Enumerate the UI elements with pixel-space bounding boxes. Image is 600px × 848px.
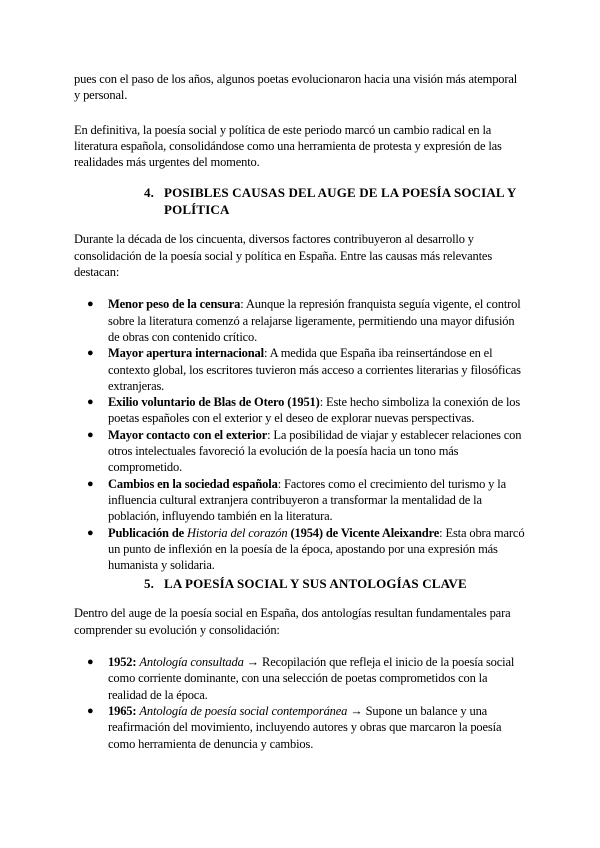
section-5-intro: Dentro del auge de la poesía social en España, dos antologías resultan fundamentales para comprender su evolución y consolidación: xyxy=(74,606,511,637)
bullet-icon: ● xyxy=(87,396,94,409)
section-4-title: POSIBLES CAUSAS DEL AUGE DE LA POESÍA SOCIAL Y POLÍTICA xyxy=(164,185,516,218)
paragraph-evolution: pues con el paso de los años, algunos poetas evolucionaron hacia una visión más atemporal y personal. xyxy=(74,72,518,103)
section-5-heading xyxy=(74,575,526,592)
causes-list xyxy=(74,296,526,573)
item-bold: Exilio voluntario de Blas de Otero (1951) xyxy=(108,395,320,410)
bullet-icon: ● xyxy=(87,428,94,441)
list-item xyxy=(74,703,526,752)
item-text: : Factores como el crecimiento del turismo y la influencia cultural extranjera contribuyeron a transformar la mentalidad de la población, influyendo también en la literatura. xyxy=(108,476,506,524)
list-item xyxy=(74,525,526,574)
section-4-number: 4. xyxy=(143,185,154,201)
section-5-number: 5. xyxy=(143,576,154,592)
item-text: → Recopilación que refleja el inicio de la poesía social como corriente dominante, con una selección de poetas comprometidos con la realidad de la época. xyxy=(108,655,515,702)
bullet-icon: ● xyxy=(87,298,94,311)
list-item xyxy=(74,476,526,525)
item-text: → Supone un balance y una reafirmación del movimiento, incluyendo autores y obras que marcaron la poesía como herramienta de denuncia y cambios. xyxy=(108,703,502,751)
item-bold: Mayor contacto con el exterior xyxy=(108,427,268,442)
item-italic-title: Antología de poesía social contemporánea xyxy=(139,703,348,718)
list-item xyxy=(74,654,526,703)
section-4-intro: Durante la década de los cincuenta, diversos factores contribuyeron al desarrollo y consolidación de la poesía social y política en España. Entre las causas más relevantes destacan: xyxy=(74,232,493,280)
item-text: : Este hecho simboliza la conexión de los poetas españoles con el exterior y el deseo de explorar nuevas perspectivas. xyxy=(108,395,521,426)
bullet-icon: ● xyxy=(87,477,94,490)
item-italic-title: Historia del corazón xyxy=(187,525,288,540)
item-bold: Mayor apertura internacional xyxy=(108,346,264,361)
section-4-heading xyxy=(74,184,526,218)
item-text: : A medida que España iba reinsertándose en el contexto global, los escritores tuvieron más acceso a corrientes literarias y filosóficas extranjeras. xyxy=(108,346,521,393)
item-bold-pre: Publicación de xyxy=(108,525,188,540)
paragraph-conclusion: En definitiva, la poesía social y política de este periodo marcó un cambio radical en la literatura española, consolidándose como una herramienta de protesta y expresión de las realidades más urgentes del momento. xyxy=(74,122,502,170)
list-item xyxy=(74,394,526,427)
list-item xyxy=(74,427,526,476)
item-text: : Esta obra marcó un punto de inflexión en la poesía de la época, apostando por una expresión más humanista y solidaria. xyxy=(108,525,525,573)
list-item xyxy=(74,345,526,394)
bullet-icon: ● xyxy=(87,656,94,669)
item-text: : La posibilidad de viajar y establecer relaciones con otros intelectuales favoreció la evolución de la poesía hacia un tono más comprometido. xyxy=(108,427,522,475)
list-item xyxy=(74,296,526,345)
section-5-title: LA POESÍA SOCIAL Y SUS ANTOLOGÍAS CLAVE xyxy=(164,576,467,592)
item-bold: Menor peso de la censura xyxy=(108,297,241,312)
anthologies-list xyxy=(74,654,526,752)
item-italic-title: Antología consultada xyxy=(139,655,244,670)
item-text: : Aunque la represión franquista seguía vigente, el control sobre la literatura comenzó a relajarse ligeramente, permitiendo una mayor difusión de obras con contenido crítico. xyxy=(108,297,521,344)
bullet-icon: ● xyxy=(87,347,94,360)
item-year: 1952: xyxy=(108,655,137,670)
bullet-icon: ● xyxy=(87,526,94,539)
item-bold-post: (1954) de Vicente Aleixandre xyxy=(287,525,440,540)
item-bold: Cambios en la sociedad española xyxy=(108,476,278,491)
bullet-icon: ● xyxy=(87,704,94,717)
item-year: 1965: xyxy=(108,703,137,718)
